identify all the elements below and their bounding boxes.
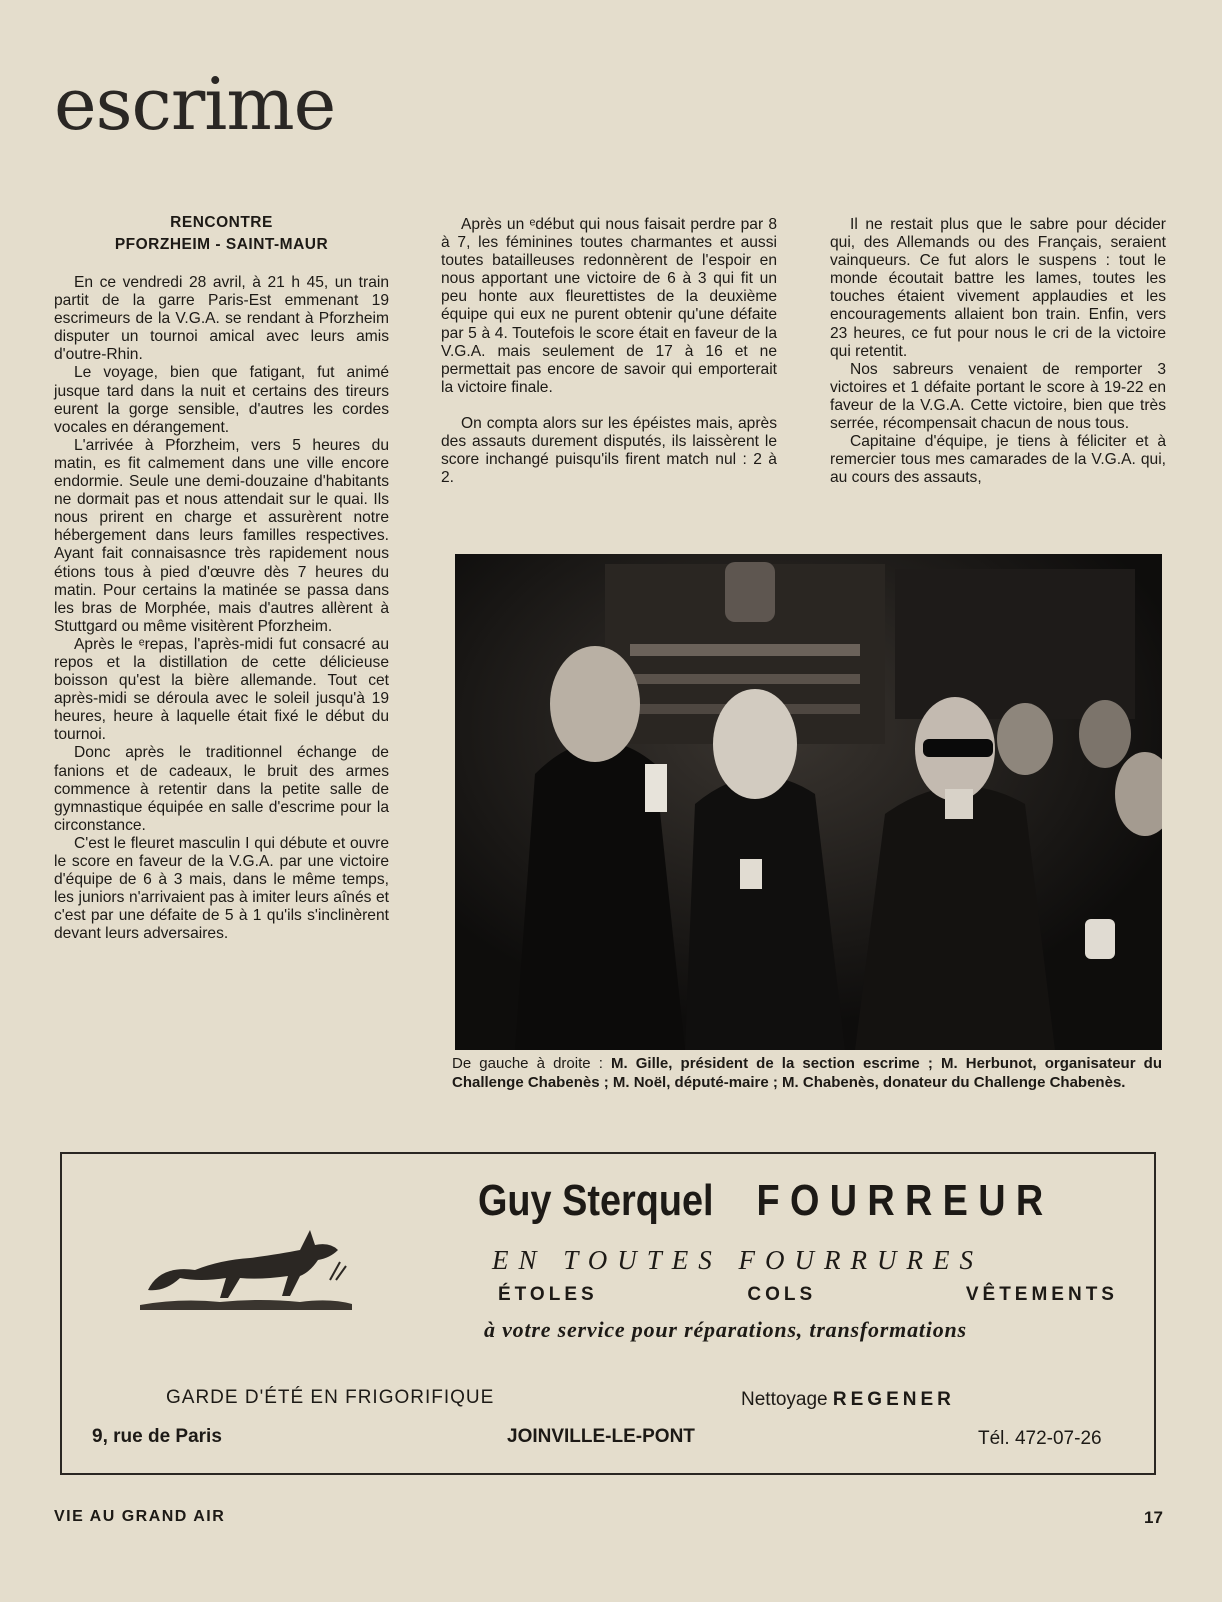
paragraph: Donc après le traditionnel échange de fanions et de cadeaux, le bruit des armes commence à retentir dans la petite salle de gymnastique équipée en salle d'escrime pour la circonstance. [54,744,389,834]
article-column-3 [830,216,1166,487]
advertiser-trade: FOURREUR [756,1176,1054,1225]
article-heading-line1: RENCONTRE [170,214,273,231]
photo-illustration [455,554,1162,1050]
paragraph: Après un ᵉdébut qui nous faisait perdre par 8 à 7, les féminines toutes charmantes et aussi toutes batailleuses redonnèrent de l'espoir en nous apportant une victoire de 6 à 3 qui fit un peu honte aux fleurettistes de la deuxième équipe qui eux ne purent obtenir qu'une défaite par 5 à 4. Toutefois le score était en faveur de la V.G.A. mais seulement de 17 à 16 et ne permettait pas encore de savoir qui emporterait la victoire finale. [441,216,777,396]
ad-street-address: 9, rue de Paris [92,1426,222,1447]
article-column-2 [441,216,777,487]
magazine-name: VIE AU GRAND AIR [54,1508,226,1525]
ad-good: COLS [747,1284,817,1305]
ad-cleaning-brand: REGENER [832,1389,955,1410]
paragraph: En ce vendredi 28 avril, à 21 h 45, un train partit de la garre Paris-Est emmenant 19 escrimeurs de la V.G.A. se rendant à Pforzheim disputer un tournoi amical avec leurs amis d'outre-Rhin. [54,274,389,364]
article-heading-line2: PFORZHEIM - SAINT-MAUR [114,236,329,253]
caption-label: De gauche à droite : [452,1055,611,1072]
paragraph: L'arrivée à Pforzheim, vers 5 heures du matin, es fit calmement dans une ville encore endormie. Seule une demi-douzaine d'habitants ne dormait pas et nous attendait sur le quai. Ils nous prirent en charge et assurèrent notre hébergement dans leurs familles respectives. Ayant fait connaisasnce très rapidement nous étions tous à pied d'œuvre dès 7 heures du matin. Pour certains la matinée se passa dans les bras de Morphée, mais d'autres allèrent à Stuttgard ou même visitèrent Pforzheim. [54,436,389,635]
article-heading [54,212,389,256]
ad-phone: Tél. 472-07-26 [978,1428,1102,1449]
page-number: 17 [1144,1508,1163,1527]
paragraph: On compta alors sur les épéistes mais, après des assauts durement disputés, ils laissèrent le score inchangé puisqu'ils firent match nul : 2 à 2. [441,414,777,487]
group-photo [455,554,1162,1050]
ad-good: VÊTEMENTS [965,1284,1118,1305]
ad-goods [498,1284,1118,1306]
paragraph: Il ne restait plus que le sabre pour décider qui, des Allemands ou des Français, seraient vainqueurs. Ce fut alors le suspens : tout le monde écoutait battre les lames, toutes les touches étaient vivement applaudies et les encouragements allaient bon train. Enfin, vers 23 heures, ce fut pour nous le cri de la victoire qui retentit. [830,216,1166,360]
ad-storage: GARDE D'ÉTÉ EN FRIGORIFIQUE [166,1387,495,1408]
ad-city: JOINVILLE-LE-PONT [507,1426,695,1447]
ad-services: à votre service pour réparations, transformations [484,1317,967,1342]
paragraph: Après le ᵉrepas, l'après-midi fut consacré au repos et la distillation de cette délicieuse boisson qu'est la bière allemande. Tout cet après-midi se déroula avec le soleil jusqu'à 19 heures, heure à laquelle était fixé le début du tournoi. [54,635,389,744]
advertiser-name [478,1175,1054,1227]
paragraph: Le voyage, bien que fatigant, fut animé jusque tard dans la nuit et certains des tireurs eurent la gorge sensible, d'autres les cordes vocales en dérangement. [54,364,389,436]
paragraph: Capitaine d'équipe, je tiens à féliciter et à remercier tous mes camarades de la V.G.A. qui, au cours des assauts, [830,433,1166,487]
ad-tagline: EN TOUTES FOURRURES [492,1245,983,1275]
fox-icon [140,1210,355,1310]
advertiser-person: Guy Sterquel [478,1176,714,1225]
photo-caption [452,1055,1162,1092]
ad-good: ÉTOLES [498,1284,598,1305]
ad-cleaning-label: Nettoyage [741,1389,828,1410]
ad-cleaning [741,1389,955,1411]
article-column-1 [54,274,389,943]
section-title: escrime [54,62,336,146]
paragraph: C'est le fleuret masculin I qui débute et ouvre le score en faveur de la V.G.A. par une victoire d'équipe de 6 à 3 mais, dans le même temps, les juniors n'arrivaient pas à imiter leurs aînés et c'est par une défaite de 5 à 1 qu'ils s'inclinèrent devant leurs adversaires. [54,834,389,943]
paragraph: Nos sabreurs venaient de remporter 3 victoires et 1 défaite portant le score à 19-22 en faveur de la V.G.A. Cette victoire, bien que très serrée, récompensait chacun de nous tous. [830,360,1166,433]
caption-names: M. Gille, président de la section escrime ; M. Herbunot, organisateur du Challenge Chabenès ; M. Noël, député-maire ; M. Chabenès, donateur du Challenge Chabenès. [452,1055,1162,1091]
